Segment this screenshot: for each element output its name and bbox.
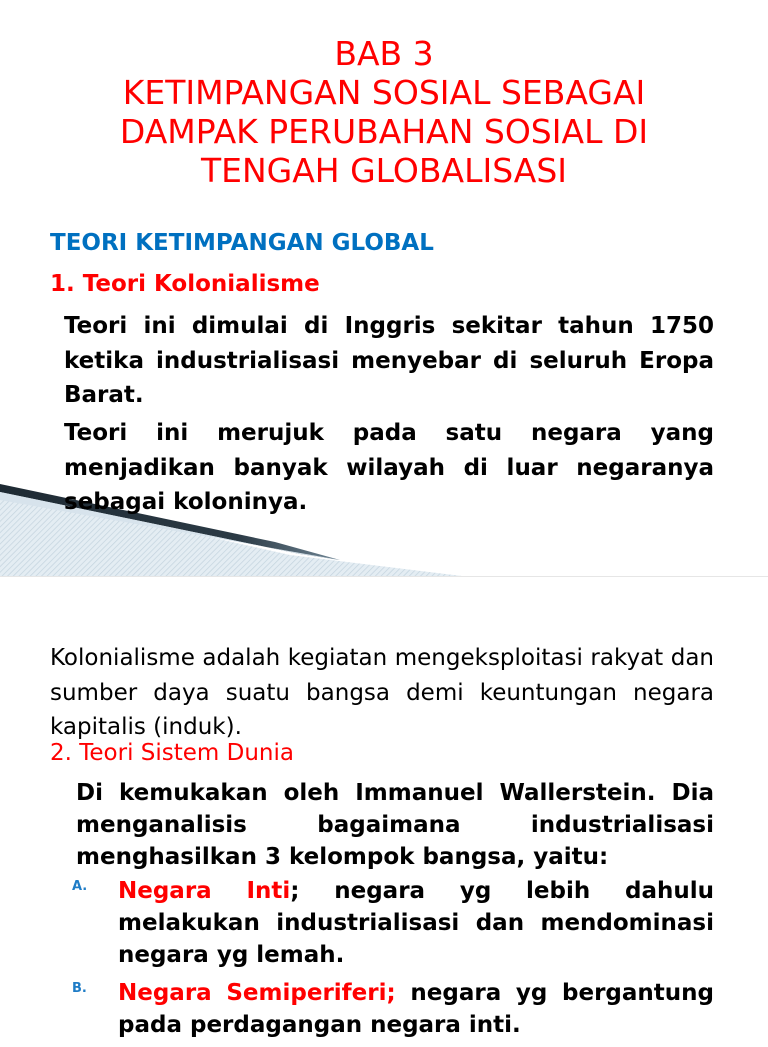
paragraph: Teori ini dimulai di Inggris sekitar tahun 1750 ketika industrialisasi menyebar di seluruh Eropa Barat. — [64, 313, 714, 408]
paragraph: Teori ini merujuk pada satu negara yang menjadikan banyak wilayah di luar negaranya sebagai koloninya. — [64, 420, 714, 515]
paragraph: Di kemukakan oleh Immanuel Wallerstein. Dia menganalisis bagaimana industrialisasi menghasilkan 3 kelompok bangsa, yaitu: — [76, 780, 714, 870]
title-line: BAB 3 — [334, 34, 434, 73]
list-item — [72, 875, 714, 975]
slide-2 — [0, 577, 768, 1038]
paragraph: Kolonialisme adalah kegiatan mengeksploitasi rakyat dan sumber daya suatu bangsa demi keuntungan negara kapitalis (induk). — [50, 645, 714, 740]
title-line: TENGAH GLOBALISASI — [200, 151, 568, 190]
section-heading-sistem-dunia: 2. Teori Sistem Dunia — [50, 740, 294, 766]
list-item — [72, 977, 714, 1047]
slide-title — [40, 34, 728, 190]
list-term: Negara Semiperiferi; — [118, 980, 396, 1006]
list-item-text — [118, 875, 714, 971]
section-heading-kolonialisme: 1. Teori Kolonialisme — [50, 271, 320, 297]
list-marker: A. — [72, 879, 88, 894]
list-item-text — [118, 977, 714, 1041]
title-line: KETIMPANGAN SOSIAL SEBAGAI — [122, 73, 646, 112]
list-term: Negara Inti — [118, 878, 291, 904]
list-description: negara yg bergantung pada perdagangan negara inti. — [118, 980, 714, 1038]
title-line: DAMPAK PERUBAHAN SOSIAL DI — [119, 112, 649, 151]
subheading: TEORI KETIMPANGAN GLOBAL — [50, 230, 434, 256]
list-description: ; negara yg lebih dahulu melakukan industrialisasi dan mendominasi negara yg lemah. — [118, 878, 715, 968]
list-marker: B. — [72, 981, 87, 996]
